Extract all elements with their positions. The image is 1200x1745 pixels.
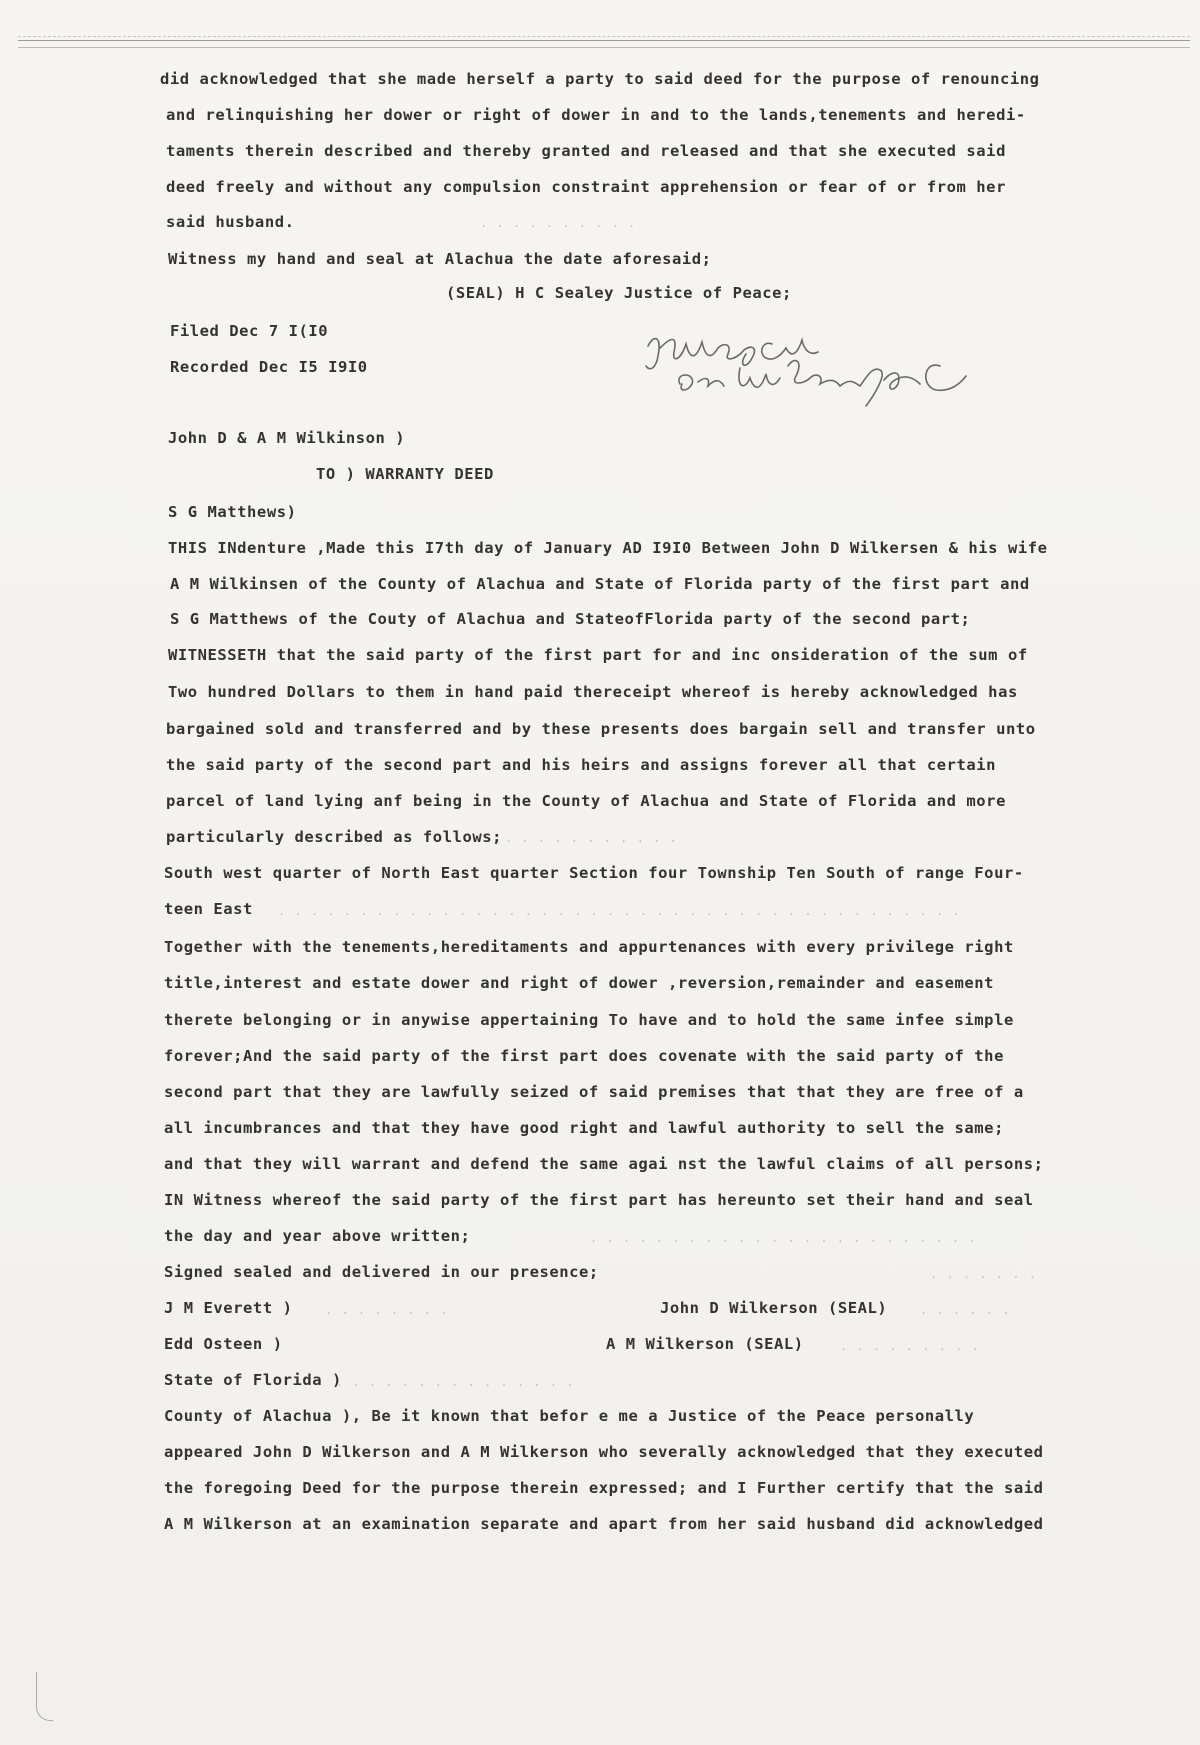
text-line-39: County of Alachua ), Be it known that befor e me a Justice of the Peace personally [164, 1407, 975, 1425]
faint-bleed-9: . . . . . . . . . . . . . . . [336, 1375, 575, 1389]
faint-bleed-1: . . . . . . . . . . [480, 216, 637, 230]
text-line-21: particularly described as follows; [166, 828, 502, 846]
text-line-2: and relinquishing her dower or right of dower in and to the lands,tenements and heredi- [166, 106, 1026, 124]
text-line-29: all incumbrances and that they have good right and lawful authority to sell the same; [164, 1119, 1004, 1137]
text-line-42: A M Wilkerson at an examination separate and apart from her said husband did acknowledged [164, 1515, 1044, 1533]
text-line-3: taments therein described and thereby granted and released and that she executed said [166, 142, 1006, 160]
faint-bleed-6: . . . . . . . . [325, 1303, 449, 1317]
faint-bleed-5: . . . . . . . [930, 1267, 1037, 1281]
faint-bleed-7: . . . . . . [920, 1303, 1011, 1317]
text-line-30: and that they will warrant and defend the same agai nst the lawful claims of all persons; [164, 1155, 1044, 1173]
text-line-1: did acknowledged that she made herself a party to said deed for the purpose of renouncing [160, 70, 1040, 88]
text-line-27: forever;And the said party of the first part does covenate with the said party of the [164, 1047, 1004, 1065]
witness-osteen: Edd Osteen ) [164, 1335, 283, 1353]
signer-am-wilkerson: A M Wilkerson (SEAL) [606, 1335, 804, 1353]
clerk-signature [640, 326, 1100, 416]
text-line-4: deed freely and without any compulsion constraint apprehension or fear of or from her [166, 178, 1006, 196]
text-line-18: bargained sold and transferred and by these presents does bargain sell and transfer unto [166, 720, 1036, 738]
page-corner-mark [36, 1672, 53, 1721]
text-line-22: South west quarter of North East quarter Section four Township Ten South of range Four- [164, 864, 1024, 882]
text-line-40: appeared John D Wilkerson and A M Wilkerson who severally acknowledged that they executed [164, 1443, 1044, 1461]
text-line-33: Signed sealed and delivered in our presence; [164, 1263, 599, 1281]
signer-john-wilkerson: John D Wilkerson (SEAL) [660, 1299, 888, 1317]
faint-bleed-3: . . . . . . . . . . . . . . . . . . . . . . . . . . . . . . . . . . . . . . . . . . [278, 904, 961, 918]
text-line-24: Together with the tenements,hereditaments and appurtenances with every privilege right [164, 938, 1014, 956]
text-line-16: WITNESSETH that the said party of the first part for and inc onsideration of the sum of [168, 646, 1028, 664]
top-rule-dashed [18, 36, 1190, 37]
party-line-grantor: John D & A M Wilkinson ) [168, 429, 406, 447]
faint-bleed-4: . . . . . . . . . . . . . . . . . . . . . . . . [590, 1231, 977, 1245]
top-rule [18, 40, 1190, 48]
text-line-23: teen East [164, 900, 253, 918]
faint-bleed-8: . . . . . . . . . [840, 1339, 980, 1353]
text-line-13: THIS INdenture ,Made this I7th day of January AD I9I0 Between John D Wilkersen & his wife [168, 539, 1048, 557]
text-line-25: title,interest and estate dower and right of dower ,reversion,remainder and easement [164, 974, 995, 992]
text-line-14: A M Wilkinsen of the County of Alachua and State of Florida party of the first part and [170, 575, 1030, 593]
text-line-17: Two hundred Dollars to them in hand paid thereceipt whereof is hereby acknowledged has [168, 683, 1018, 701]
warranty-deed-title: TO ) WARRANTY DEED [316, 465, 494, 483]
text-line-6: Witness my hand and seal at Alachua the date aforesaid; [168, 250, 712, 268]
text-line-31: IN Witness whereof the said party of the first part has hereunto set their hand and seal [164, 1191, 1034, 1209]
filed-date: Filed Dec 7 I(I0 [170, 322, 329, 340]
text-line-26: therete belonging or in anywise appertaining To have and to hold the same infee simple [164, 1011, 1014, 1029]
party-line-grantee: S G Matthews) [168, 503, 297, 521]
text-line-19: the said party of the second part and his heirs and assigns forever all that certain [166, 756, 997, 774]
witness-everett: J M Everett ) [164, 1299, 293, 1317]
text-line-32: the day and year above written; [164, 1227, 471, 1245]
text-line-28: second part that they are lawfully seized of said premises that that they are free of a [164, 1083, 1024, 1101]
faint-bleed-2: . . . . . . . . . . . [505, 831, 678, 845]
text-line-20: parcel of land lying anf being in the County of Alachua and State of Florida and more [166, 792, 1006, 810]
text-line-15: S G Matthews of the Couty of Alachua and StateofFlorida party of the second part; [170, 610, 971, 628]
text-line-41: the foregoing Deed for the purpose therein expressed; and I Further certify that the said [164, 1479, 1044, 1497]
signature-text: J H Winegar Clerk By E H Wimberly DC [640, 326, 662, 327]
text-line-7: (SEAL) H C Sealey Justice of Peace; [446, 284, 792, 302]
text-line-5: said husband. [166, 213, 295, 231]
venue-state: State of Florida ) [164, 1371, 342, 1389]
recorded-date: Recorded Dec I5 I9I0 [170, 358, 368, 376]
